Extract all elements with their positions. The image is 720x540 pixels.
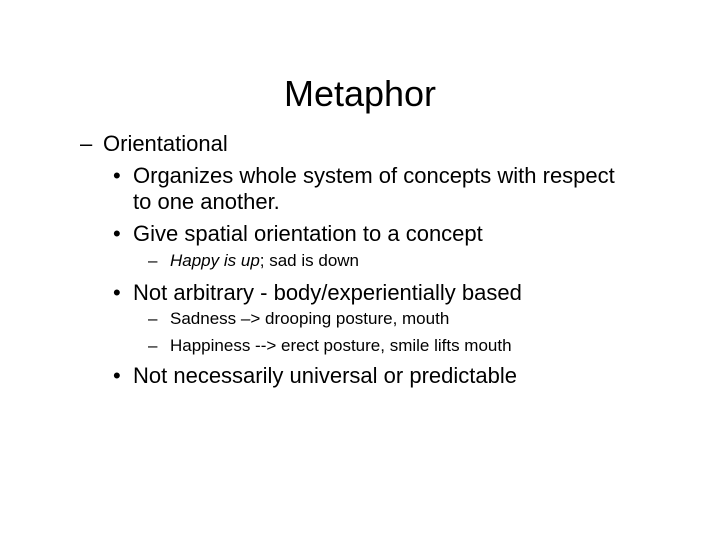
sub-item-sadness: Sadness –> drooping posture, mouth	[170, 309, 450, 328]
bullet-2-text: Give spatial orientation to a concept	[133, 221, 483, 246]
sub-dash-marker: –	[148, 251, 158, 270]
bullet-3-text: Not arbitrary - body/experientially based	[133, 280, 522, 305]
sub-item-happy-rest: ; sad is down	[259, 251, 360, 270]
dash-marker: –	[80, 131, 93, 156]
bullet-marker: •	[113, 221, 121, 246]
level1-item	[80, 131, 92, 157]
bullet-1-line2: to one another.	[133, 189, 280, 214]
sub-item-happy	[170, 251, 359, 271]
level1-label: Orientational	[103, 131, 228, 156]
sub-dash-marker: –	[148, 309, 158, 328]
bullet-marker: •	[113, 280, 121, 305]
bullet-1-line1: Organizes whole system of concepts with respect	[133, 163, 615, 188]
bullet-4-text: Not necessarily universal or predictable	[133, 363, 517, 388]
bullet-marker: •	[113, 163, 121, 188]
sub-item-happy-italic: Happy is up	[170, 251, 260, 270]
bullet-marker: •	[113, 363, 121, 388]
slide-title	[0, 72, 720, 116]
sub-item-happiness: Happiness --> erect posture, smile lifts mouth	[170, 336, 512, 355]
sub-dash-marker: –	[148, 336, 158, 355]
slide-title-text: Metaphor	[283, 73, 437, 114]
